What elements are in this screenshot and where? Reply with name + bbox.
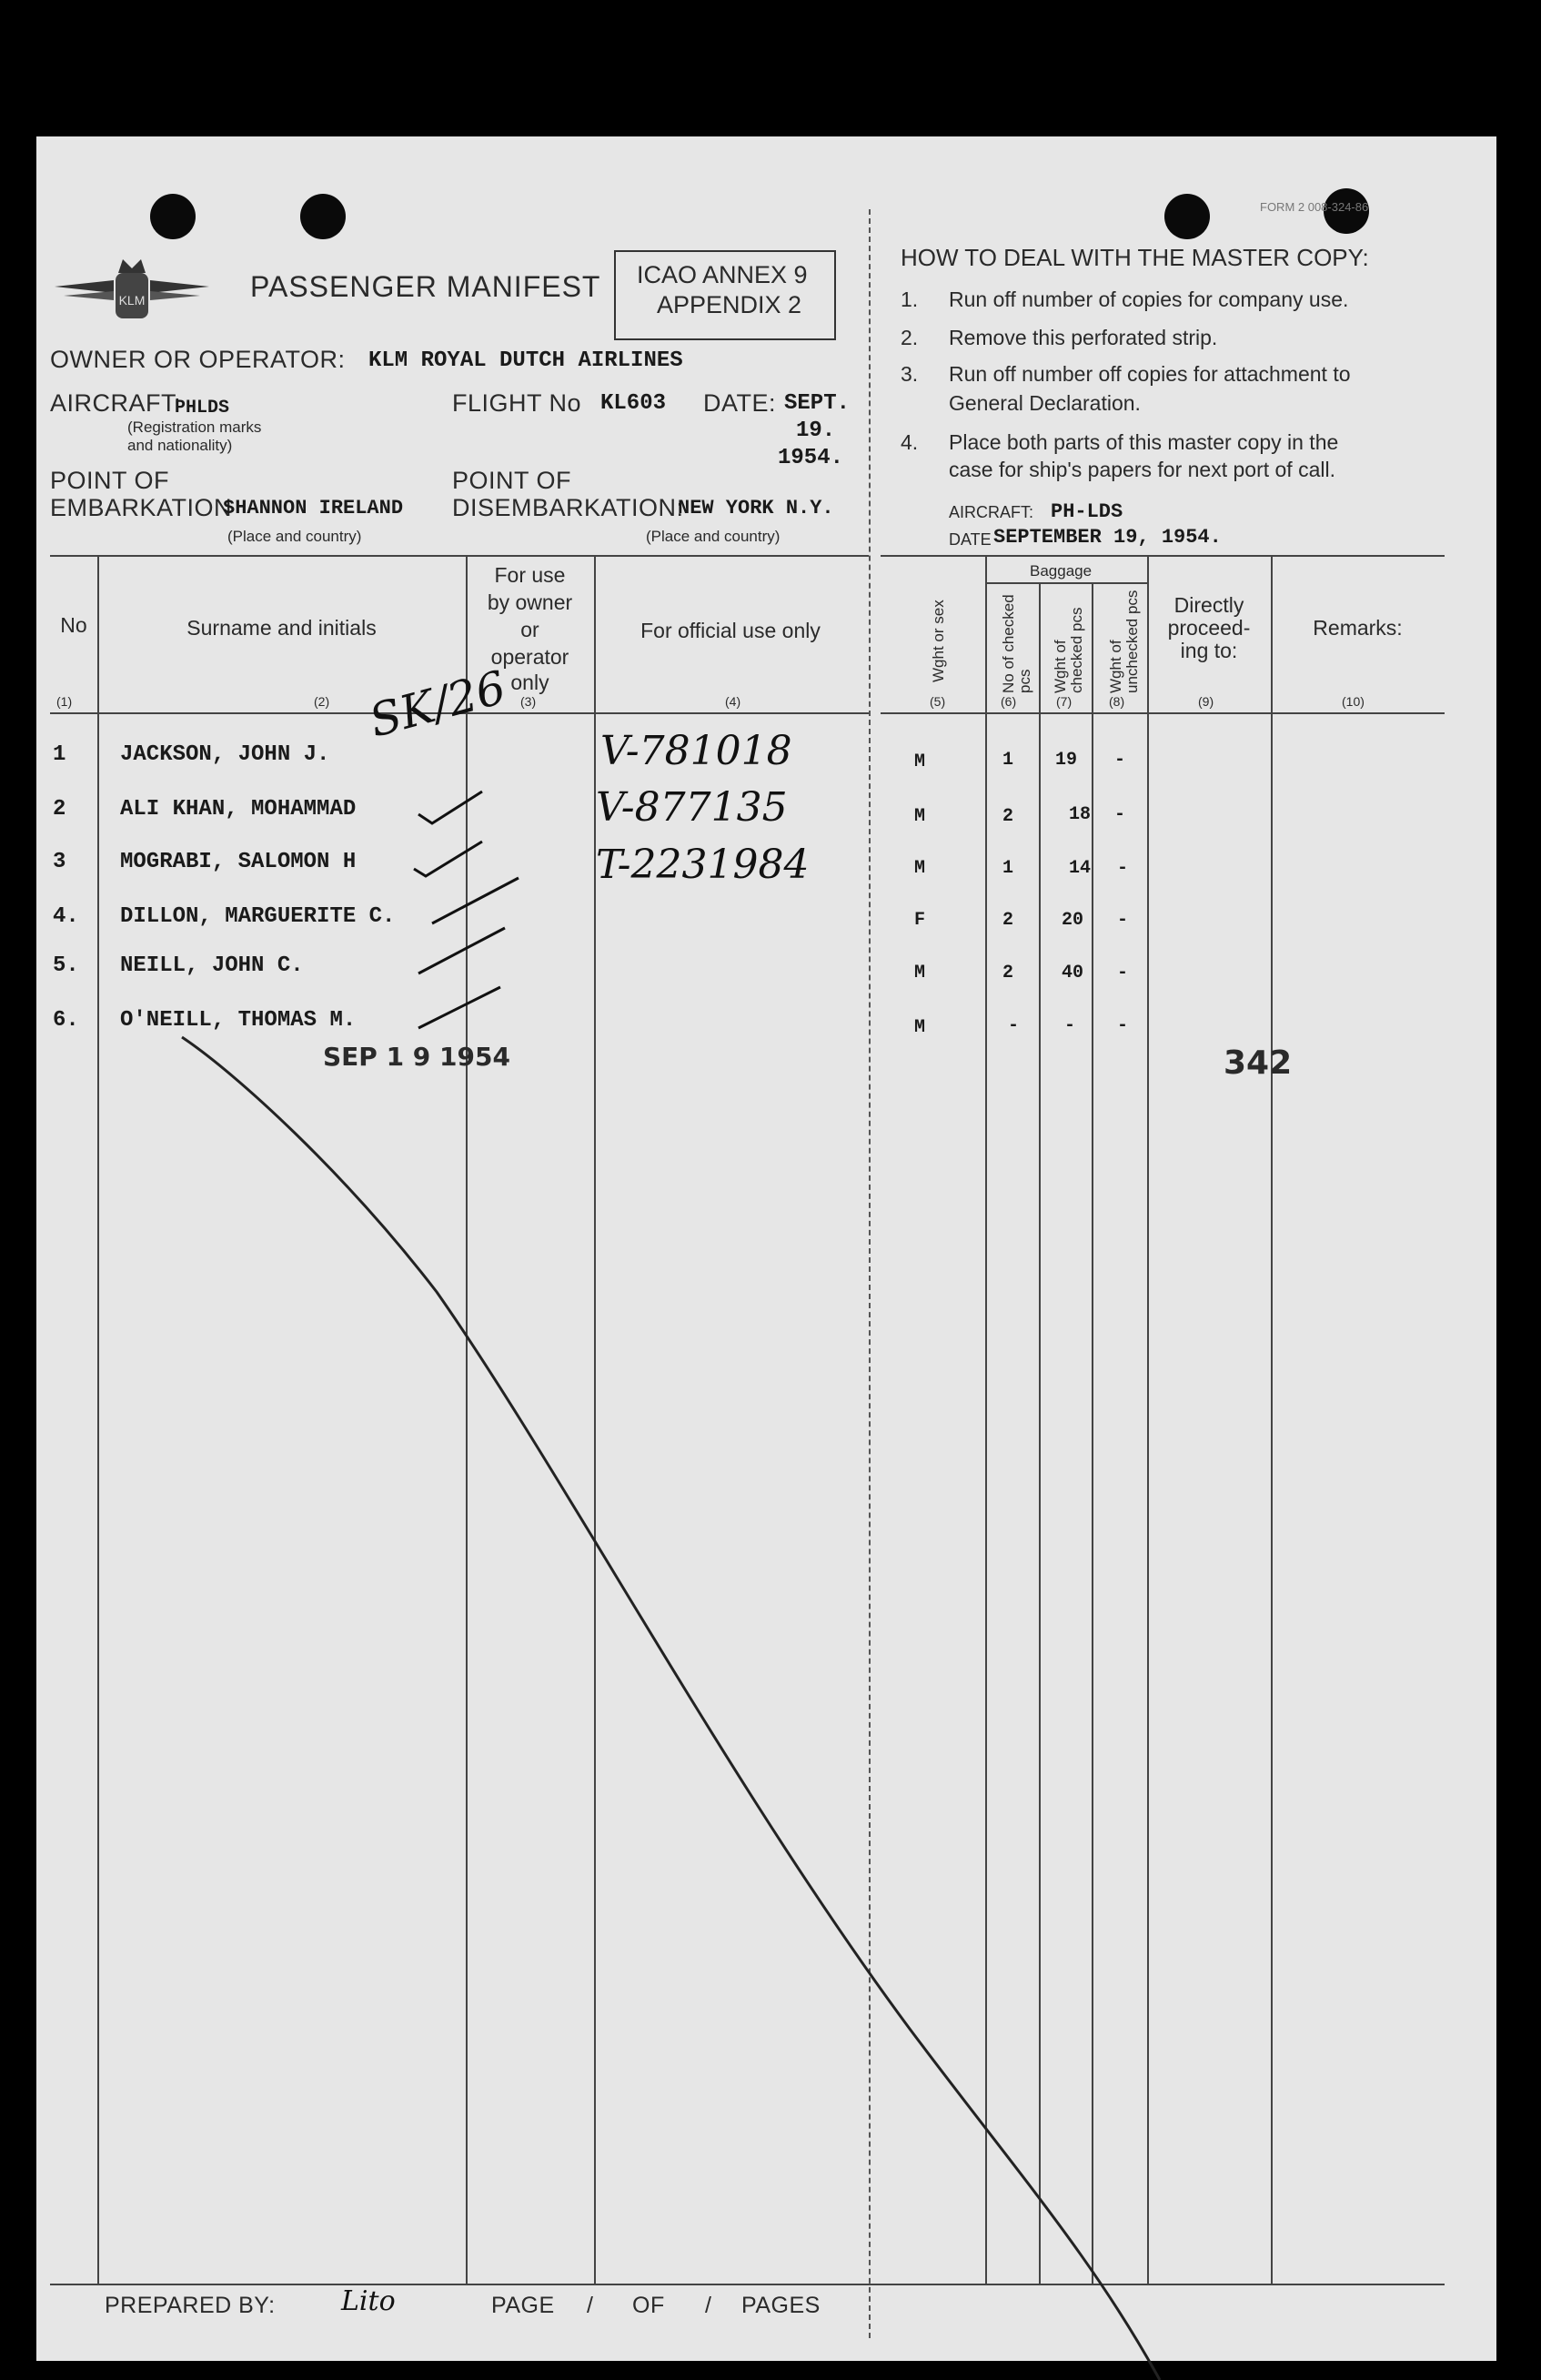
row-number: 3 <box>53 850 66 874</box>
passenger-name: O'NEILL, THOMAS M. <box>120 1008 357 1033</box>
aircraft-note: and nationality) <box>127 437 233 454</box>
embark-value: SHANNON IRELAND <box>223 497 404 519</box>
passenger-name: JACKSON, JOHN J. <box>120 742 330 767</box>
instruction-text: case for ship's papers for next port of call. <box>949 458 1335 481</box>
checked-pcs: 1 <box>1002 858 1014 879</box>
instruction-number: 4. <box>901 430 919 454</box>
instr-aircraft-value: PH-LDS <box>1051 500 1123 523</box>
col-number: (4) <box>725 694 741 709</box>
corner-code: FORM 2 008-324-86 <box>1260 200 1369 214</box>
col-number: (3) <box>520 694 537 709</box>
checked-wght: 18 <box>1069 804 1092 825</box>
row-number: 2 <box>53 797 66 822</box>
passenger-sex: M <box>914 751 926 772</box>
flight-value: KL603 <box>600 391 667 416</box>
date-value: SEPT. <box>784 391 851 416</box>
col-header-text: operator <box>490 645 569 669</box>
passenger-sex: M <box>914 963 926 983</box>
date-stamp: SEP 1 9 1954 <box>323 1042 510 1072</box>
row-number: 5. <box>53 953 79 978</box>
col-number: (7) <box>1056 694 1073 709</box>
embark-label: EMBARKATION <box>50 494 233 521</box>
embark-note: (Place and country) <box>227 528 362 545</box>
col-header-text: Directly <box>1173 593 1244 617</box>
page-label: PAGE <box>491 2293 555 2318</box>
page-slash: / <box>705 2293 712 2318</box>
unchecked-wght: - <box>1117 910 1129 931</box>
col-number: (8) <box>1109 694 1125 709</box>
unchecked-wght: - <box>1114 750 1126 771</box>
date-value: 1954. <box>778 446 844 470</box>
instruction-text: Run off number off copies for attachment to <box>949 362 1351 386</box>
col-header-checked-pcs: No of checked pcs <box>1000 594 1033 693</box>
passenger-name: MOGRABI, SALOMON H <box>120 850 357 874</box>
checked-pcs: 2 <box>1002 806 1014 827</box>
col-number: (2) <box>314 694 330 709</box>
passenger-name: DILLON, MARGUERITE C. <box>120 904 396 929</box>
flight-label: FLIGHT No <box>452 389 582 417</box>
of-label: OF <box>632 2293 665 2318</box>
col-header-remarks: Remarks: <box>1313 616 1403 640</box>
passenger-sex: M <box>914 1017 926 1038</box>
col-number: (6) <box>1001 694 1017 709</box>
checked-wght: 19 <box>1055 750 1078 771</box>
embark-label: POINT OF <box>50 467 170 494</box>
pages-label: PAGES <box>741 2293 821 2318</box>
col-header-text: For use <box>494 563 566 587</box>
col-header-text: ing to: <box>1180 639 1238 662</box>
passenger-name: NEILL, JOHN C. <box>120 953 304 978</box>
form-title: PASSENGER MANIFEST <box>250 270 601 303</box>
checked-wght: 14 <box>1069 858 1092 879</box>
col-number: (5) <box>930 694 946 709</box>
page-slash: / <box>587 2293 594 2318</box>
official-number: V-781018 <box>600 728 792 774</box>
official-number: T-2231984 <box>596 842 810 888</box>
owner-label: OWNER OR OPERATOR: <box>50 346 346 373</box>
prepared-by-label: PREPARED BY: <box>105 2293 276 2318</box>
col-header-baggage: Baggage <box>1030 562 1093 580</box>
unchecked-wght: - <box>1114 804 1126 825</box>
passenger-sex: F <box>914 910 926 931</box>
row-number: 4. <box>53 904 79 929</box>
instruction-number: 1. <box>901 287 919 311</box>
initials-mark: SK/26 <box>364 661 511 748</box>
col-number: (1) <box>56 694 73 709</box>
checked-pcs: 2 <box>1002 910 1014 931</box>
row-number: 6. <box>53 1008 79 1033</box>
disembark-note: (Place and country) <box>646 528 781 545</box>
passenger-sex: M <box>914 806 926 827</box>
col-number: (9) <box>1198 694 1214 709</box>
col-header-text: by owner <box>487 590 573 614</box>
unchecked-wght: - <box>1117 963 1129 983</box>
row-number: 1 <box>53 742 66 767</box>
owner-value: KLM ROYAL DUTCH AIRLINES <box>368 348 683 373</box>
stamp-number: 342 <box>1224 1044 1293 1082</box>
col-header-wght-sex: Wght or sex <box>930 600 947 682</box>
checked-pcs: 1 <box>1002 750 1014 771</box>
passenger-name: ALI KHAN, MOHAMMAD <box>120 797 357 822</box>
checked-wght: 20 <box>1062 910 1084 931</box>
checked-pcs: 2 <box>1002 963 1014 983</box>
instruction-text: Run off number of copies for company use. <box>949 287 1349 311</box>
instruction-number: 2. <box>901 326 919 349</box>
disembark-value: NEW YORK N.Y. <box>678 497 834 519</box>
instruction-text: Place both parts of this master copy in the <box>949 430 1339 454</box>
col-header-text: only <box>510 671 549 694</box>
unchecked-wght: - <box>1117 1015 1129 1036</box>
disembark-label: POINT OF <box>452 467 572 494</box>
instructions-heading: HOW TO DEAL WITH THE MASTER COPY: <box>901 244 1369 271</box>
col-header-no: No <box>60 613 87 637</box>
col-header-surname: Surname and initials <box>186 616 377 640</box>
aircraft-note: (Registration marks <box>127 419 262 436</box>
col-header-unchecked-wght: Wght of unchecked pcs <box>1107 590 1141 693</box>
col-header-official: For official use only <box>640 619 821 642</box>
col-header-text: or <box>520 618 539 641</box>
col-header-checked-wght: Wght of checked pcs <box>1052 607 1085 693</box>
instr-date-value: SEPTEMBER 19, 1954. <box>993 526 1222 549</box>
passenger-sex: M <box>914 858 926 879</box>
svg-text:KLM: KLM <box>118 293 146 308</box>
checked-wght: - <box>1064 1015 1076 1036</box>
icao-appendix: APPENDIX 2 <box>657 291 802 318</box>
disembark-label: DISEMBARKATION: <box>452 494 684 521</box>
instr-date-label: DATE <box>949 530 992 549</box>
col-number: (10) <box>1342 694 1365 709</box>
checked-pcs: - <box>1008 1015 1020 1036</box>
official-number: V-877135 <box>596 784 788 831</box>
instr-aircraft-label: AIRCRAFT: <box>949 503 1034 521</box>
date-label: DATE: <box>703 389 777 417</box>
prepared-by-signature: Lito <box>341 2285 396 2317</box>
instruction-number: 3. <box>901 362 919 386</box>
instruction-text: General Declaration. <box>949 391 1141 415</box>
icao-annex: ICAO ANNEX 9 <box>637 261 808 288</box>
instruction-text: Remove this perforated strip. <box>949 326 1218 349</box>
date-value: 19. <box>796 419 836 443</box>
aircraft-value: PHLDS <box>175 398 230 419</box>
checked-wght: 40 <box>1062 963 1084 983</box>
col-header-text: proceed- <box>1167 616 1251 640</box>
unchecked-wght: - <box>1117 858 1129 879</box>
aircraft-label: AIRCRAFT: <box>50 389 182 417</box>
